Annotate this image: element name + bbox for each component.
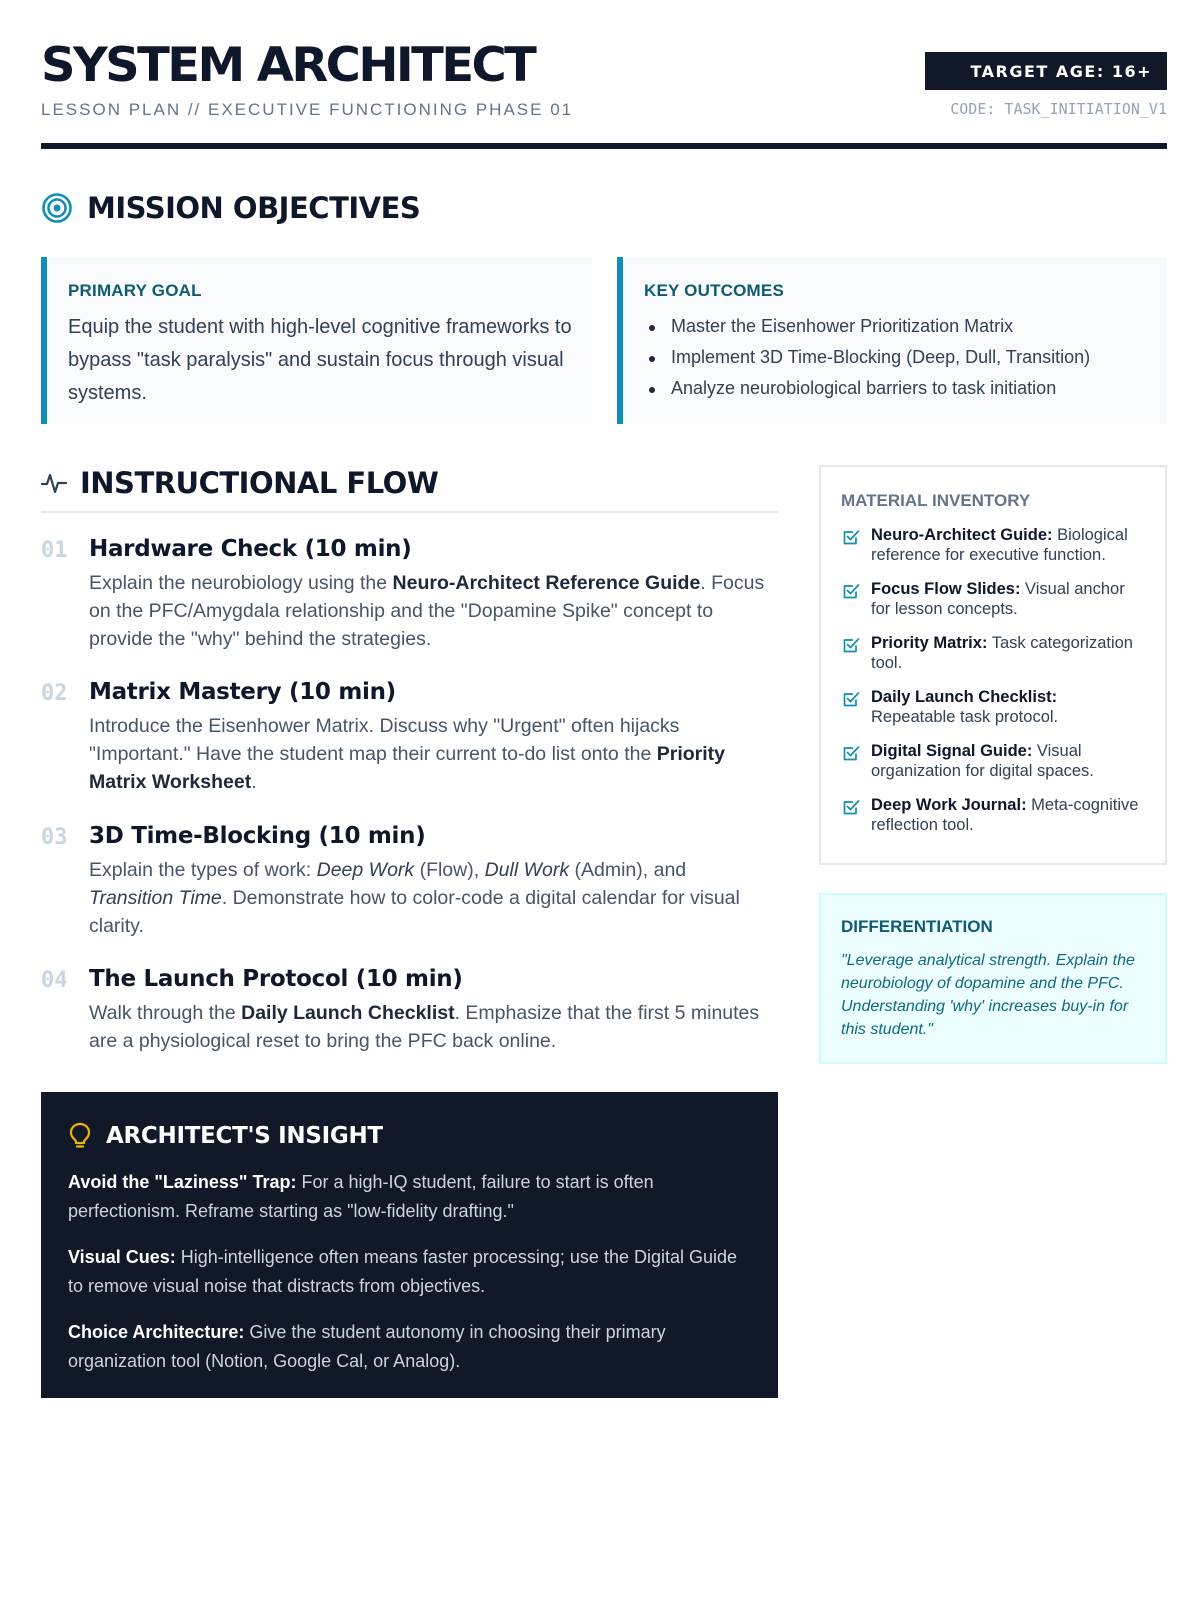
checkbox-checked-icon [841, 744, 861, 762]
step-title: Hardware Check (10 min) [89, 536, 412, 562]
lesson-plan-page [41, 0, 1167, 1600]
material-reference: Neuro-Architect Reference Guide [392, 572, 701, 594]
inventory-text [871, 741, 1145, 781]
inventory-item-name: Digital Signal Guide: [871, 742, 1033, 760]
differentiation-label: DIFFERENTIATION [841, 917, 993, 936]
primary-goal-text: Equip the student with high-level cognitive frameworks to bypass "task paralysis" and sustain focus through visual systems. [68, 316, 572, 404]
work-type: Transition Time [89, 887, 222, 909]
checkbox-checked-icon [841, 582, 861, 600]
insight-box [41, 1092, 778, 1398]
step-number: 03 [41, 825, 68, 850]
material-reference: Priority Matrix Worksheet [89, 743, 725, 793]
step-text: (Flow), [414, 859, 485, 881]
target-age-badge [925, 52, 1167, 90]
work-type: Dull Work [484, 859, 570, 881]
inventory-item [841, 579, 1145, 619]
inventory-label: MATERIAL INVENTORY [841, 491, 1031, 510]
primary-goal-label: PRIMARY GOAL [68, 281, 202, 300]
step-title: 3D Time-Blocking (10 min) [89, 823, 426, 849]
key-outcomes-list [644, 311, 1147, 404]
inventory-item-name: Neuro-Architect Guide: [871, 526, 1053, 544]
inventory-text [871, 795, 1145, 835]
list-item: Master the Eisenhower Prioritization Matrix [644, 311, 1147, 342]
header [41, 40, 1167, 150]
differentiation-panel [819, 893, 1167, 1064]
insight-label: Avoid the "Laziness" Trap: [68, 1172, 297, 1192]
inventory-item-desc: Visual organization for digital spaces. [871, 742, 1094, 780]
insight-item [68, 1318, 751, 1376]
key-outcomes-label: KEY OUTCOMES [644, 281, 784, 300]
step-title: Matrix Mastery (10 min) [89, 679, 396, 705]
inventory-item-desc: Visual anchor for lesson concepts. [871, 580, 1125, 618]
material-reference: Daily Launch Checklist [241, 1002, 455, 1024]
list-item: Implement 3D Time-Blocking (Deep, Dull, Transition) [644, 342, 1147, 373]
checkbox-checked-icon [841, 528, 861, 546]
activity-pulse-icon [41, 470, 67, 496]
step-description [89, 856, 769, 940]
inventory-item [841, 525, 1145, 565]
objectives-heading [41, 191, 420, 225]
step-number: 04 [41, 968, 68, 993]
flow-divider [41, 511, 778, 513]
step-description [89, 712, 769, 796]
inventory-text [871, 687, 1145, 727]
checkbox-checked-icon [841, 798, 861, 816]
insight-label: Choice Architecture: [68, 1322, 245, 1342]
inventory-item [841, 633, 1145, 673]
insight-label: Visual Cues: [68, 1247, 176, 1267]
flow-heading [41, 466, 438, 500]
step-number: 01 [41, 538, 68, 563]
step-text: (Admin), and [569, 859, 687, 881]
inventory-item-desc: Task categorization tool. [871, 634, 1133, 672]
inventory-item-name: Deep Work Journal: [871, 796, 1027, 814]
inventory-text [871, 579, 1145, 619]
step-text: Explain the neurobiology using the [89, 572, 393, 594]
inventory-item-desc: Biological reference for executive function. [871, 526, 1128, 564]
inventory-item-desc: Meta-cognitive reflection tool. [871, 796, 1139, 834]
page-title: SYSTEM ARCHITECT [41, 38, 535, 93]
insight-text: Give the student autonomy in choosing their primary organization tool (Notion, Google Cal, or Analog). [68, 1322, 666, 1371]
target-age-label: TARGET AGE: 16+ [970, 61, 1152, 81]
step-title: The Launch Protocol (10 min) [89, 966, 463, 992]
objectives-title: MISSION OBJECTIVES [87, 191, 421, 225]
work-type: Deep Work [316, 859, 415, 881]
inventory-item [841, 741, 1145, 781]
primary-goal-card [41, 257, 592, 424]
insight-text: For a high-IQ student, failure to start is often perfectionism. Reframe starting as "low-fidelity drafting." [68, 1172, 654, 1221]
insight-text: High-intelligence often means faster processing; use the Digital Guide to remove visual noise that distracts from objectives. [68, 1247, 738, 1296]
inventory-item-desc: Repeatable task protocol. [871, 708, 1059, 726]
step-number: 02 [41, 681, 68, 706]
insight-heading [68, 1122, 751, 1150]
insight-item [68, 1168, 751, 1226]
inventory-item [841, 795, 1145, 835]
checkbox-checked-icon [841, 690, 861, 708]
material-inventory-panel [819, 465, 1167, 865]
step-text: . Focus on the PFC/Amygdala relationship and the "Dopamine Spike" concept to provide the "why" behind the strategies. [89, 572, 765, 650]
differentiation-text: "Leverage analytical strength. Explain the neurobiology of dopamine and the PFC. Understanding 'why' increases buy-in for this student." [841, 952, 1135, 1038]
inventory-item-name: Focus Flow Slides: [871, 580, 1021, 598]
checkbox-checked-icon [841, 636, 861, 654]
inventory-text [871, 633, 1145, 673]
step-text: . Emphasize that the first 5 minutes are a physiological reset to bring the PFC back online. [89, 1002, 760, 1052]
lightbulb-icon [68, 1122, 92, 1150]
step-text: . [251, 771, 257, 793]
lesson-code: CODE: TASK_INITIATION_V1 [950, 100, 1167, 118]
insight-item [68, 1243, 751, 1301]
inventory-item-name: Daily Launch Checklist: [871, 688, 1058, 706]
step-text: Introduce the Eisenhower Matrix. Discuss why "Urgent" often hijacks "Important." Have the student map their current to-do list onto the [89, 715, 680, 765]
inventory-text [871, 525, 1145, 565]
page-subtitle: LESSON PLAN // EXECUTIVE FUNCTIONING PHASE 01 [41, 100, 574, 119]
step-description [89, 569, 769, 653]
insight-title: ARCHITECT'S INSIGHT [106, 1123, 383, 1149]
flow-title: INSTRUCTIONAL FLOW [80, 466, 439, 500]
list-item: Analyze neurobiological barriers to task initiation [644, 373, 1147, 404]
key-outcomes-card [617, 257, 1167, 424]
inventory-item-name: Priority Matrix: [871, 634, 988, 652]
step-text: . Demonstrate how to color-code a digital calendar for visual clarity. [89, 887, 740, 937]
inventory-item [841, 687, 1145, 727]
step-description [89, 999, 769, 1055]
target-icon [41, 192, 73, 224]
header-divider [41, 143, 1167, 149]
step-text: Walk through the [89, 1002, 242, 1024]
step-text: Explain the types of work: [89, 859, 317, 881]
